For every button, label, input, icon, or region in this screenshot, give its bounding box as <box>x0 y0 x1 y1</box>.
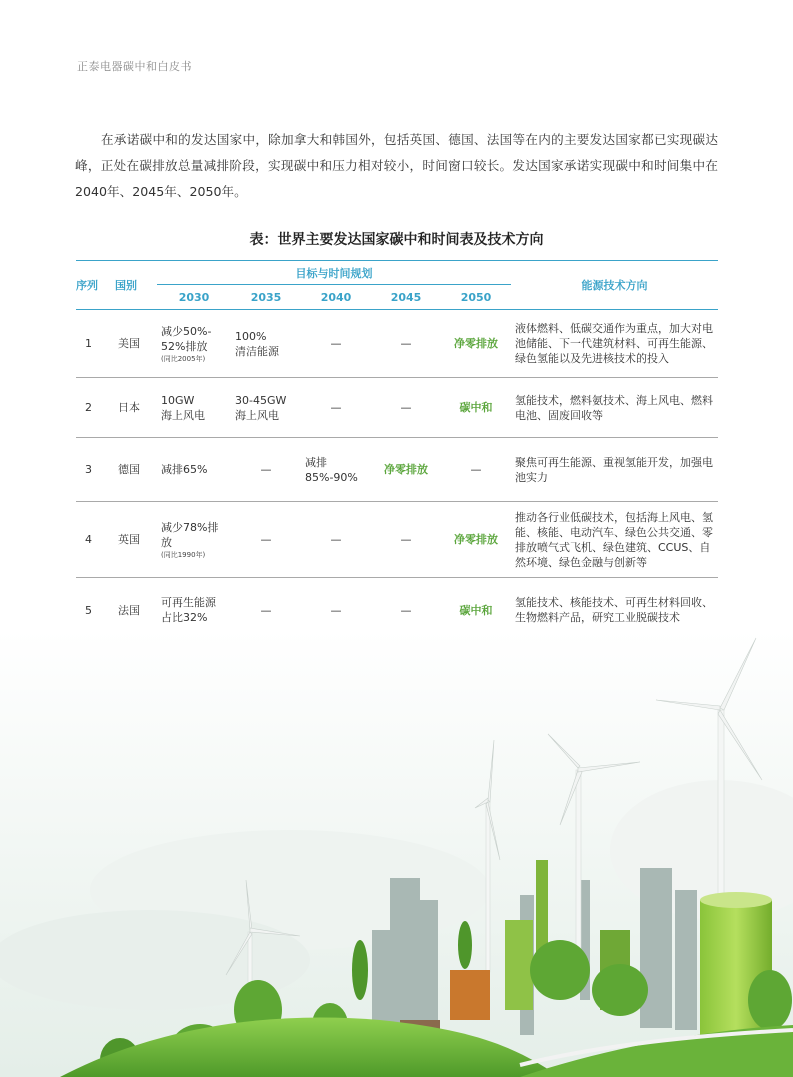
cell-line: 海上风电 <box>161 408 205 422</box>
row-2045: — <box>371 578 441 643</box>
row-2050: 碳中和 <box>441 578 511 643</box>
cell-line: 减少78%排放 <box>161 520 219 549</box>
row-tech: 氢能技术，燃料氨技术、海上风电、燃料电池、固废回收等 <box>511 378 718 438</box>
row-country: 英国 <box>101 502 157 578</box>
row-country: 德国 <box>101 438 157 502</box>
cell-line: 85%-90% <box>305 470 358 484</box>
row-2045: — <box>371 378 441 438</box>
cell-line: 52%排放 <box>161 339 208 353</box>
row-country: 日本 <box>101 378 157 438</box>
row-tech: 推动各行业低碳技术，包括海上风电、氢能、核能、电动汽车、绿色公共交通、零排放喷气式飞机、绿色建筑、CCUS、自然环境、绿色金融与创新等 <box>511 502 718 578</box>
cell-line: 100% <box>235 329 267 343</box>
header-seq: 序列 <box>76 261 101 310</box>
table-row <box>76 378 718 438</box>
row-seq: 4 <box>76 502 101 578</box>
row-2035 <box>231 310 301 378</box>
row-2045: — <box>371 310 441 378</box>
intro-paragraph: 在承诺碳中和的发达国家中，除加拿大和韩国外，包括英国、德国、法国等在内的主要发达国家都已实现碳达峰，正处在碳排放总量减排阶段，实现碳中和压力相对较小，时间窗口较长。发达国家承诺实现碳中和时间集中在2040年、2045年、2050年。 <box>75 132 718 199</box>
row-2035: — <box>231 578 301 643</box>
row-2035 <box>231 378 301 438</box>
running-title: 正泰电器碳中和白皮书 <box>77 60 192 73</box>
row-2040 <box>301 438 371 502</box>
header-2035: 2035 <box>250 290 282 304</box>
header-2030: 2030 <box>178 290 210 304</box>
header-country: 国别 <box>101 261 157 310</box>
cell-line: 10GW <box>161 393 195 407</box>
table-row <box>76 438 718 502</box>
row-2045: 净零排放 <box>371 438 441 502</box>
header-2045: 2045 <box>390 290 422 304</box>
cell-note: (同比2005年) <box>161 354 206 363</box>
row-2050: 净零排放 <box>441 310 511 378</box>
row-seq: 1 <box>76 310 101 378</box>
header-2040: 2040 <box>320 290 352 304</box>
row-seq: 2 <box>76 378 101 438</box>
cell-line: 30-45GW <box>235 393 287 407</box>
row-2040: — <box>301 378 371 438</box>
row-2040: — <box>301 502 371 578</box>
table-title: 表：世界主要发达国家碳中和时间表及技术方向 <box>249 232 544 248</box>
header-tech: 能源技术方向 <box>511 261 718 310</box>
row-country: 法国 <box>101 578 157 643</box>
header-target-group: 目标与时间规划 <box>157 261 511 285</box>
row-seq: 3 <box>76 438 101 502</box>
cell-line: 占比32% <box>161 611 208 624</box>
row-2050: — <box>441 438 511 502</box>
row-tech: 液体燃料、低碳交通作为重点，加大对电池储能、下一代建筑材料、可再生能源、绿色氢能以及先进核技术的投入 <box>511 310 718 378</box>
row-2040: — <box>301 578 371 643</box>
cell-line: 减少50%- <box>161 324 212 338</box>
cell-line: 清洁能源 <box>235 344 279 358</box>
header-2050: 2050 <box>460 290 492 304</box>
green-city-wind-turbines-illustration <box>0 630 793 1077</box>
row-2030 <box>157 378 231 438</box>
row-2040: — <box>301 310 371 378</box>
row-2030: 减排65% <box>157 438 231 502</box>
row-2030 <box>157 310 231 378</box>
row-2035: — <box>231 438 301 502</box>
row-seq: 5 <box>76 578 101 643</box>
row-2035: — <box>231 502 301 578</box>
cell-line: 海上风电 <box>235 408 279 422</box>
cell-line: 可再生能源 <box>161 596 216 609</box>
table-row <box>76 310 718 378</box>
cell-line: 减排 <box>305 455 327 469</box>
row-2045: — <box>371 502 441 578</box>
carbon-neutral-table <box>76 260 718 643</box>
row-2050: 净零排放 <box>441 502 511 578</box>
row-2030 <box>157 502 231 578</box>
cell-note: (同比1990年) <box>161 550 206 559</box>
row-2050: 碳中和 <box>441 378 511 438</box>
row-tech: 聚焦可再生能源、重视氢能开发，加强电池实力 <box>511 438 718 502</box>
row-country: 美国 <box>101 310 157 378</box>
row-tech: 氢能技术、核能技术、可再生材料回收、生物燃料产品，研究工业脱碳技术 <box>511 578 718 643</box>
table-row <box>76 502 718 578</box>
